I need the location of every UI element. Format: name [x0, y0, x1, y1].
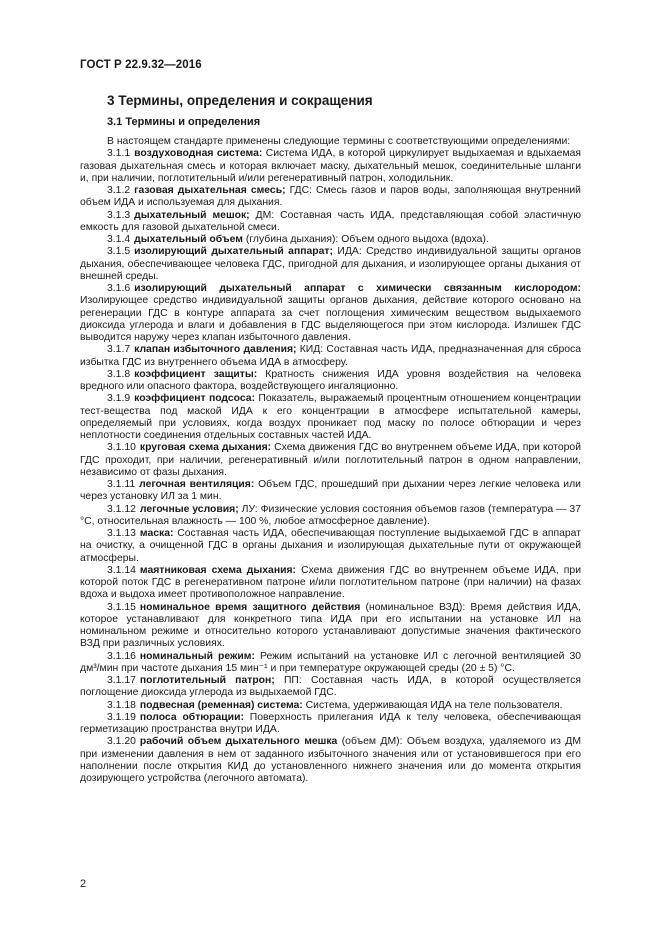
term-entry — [80, 712, 581, 737]
term-entry — [80, 369, 581, 394]
section-heading: 3 Термины, определения и сокращения — [107, 93, 373, 108]
subsection-heading: 3.1 Термины и определения — [107, 116, 261, 128]
term-definition: ПП: Составная часть ИДА, в которой осуществляется поглощение диоксида углерода из выдыхаемой ГДС. — [80, 675, 581, 699]
term-name: подвесная (ременная) система: — [139, 699, 303, 711]
term-entry — [80, 283, 581, 344]
term-number: 3.1.15 — [107, 601, 136, 613]
term-definition: (объем ДМ): Объем воздуха, удаляемого из ДМ при изменении давления в нем от заданного избыточного значения или от установившегося при его наполнении после открытия КИД до установленного нижнего значения или до момента открытия дозирующего устройства (легочного автомата). — [80, 736, 581, 784]
term-entry — [80, 246, 581, 283]
intro-paragraph: В настоящем стандарте применены следующие термины с соответствующими определениями: — [107, 136, 571, 147]
term-entry — [80, 393, 581, 442]
term-number: 3.1.18 — [107, 699, 136, 711]
terms-body — [80, 136, 581, 785]
term-definition: ЛУ: Физические условия состояния объемов газов (температура — 37 °С, относительная влажность — 100 %, любое атмосферное давление). — [80, 503, 581, 527]
term-number: 3.1.4 — [107, 234, 131, 245]
term-definition: Схема движения ГДС во внутреннем объеме ИДА, при которой поток ГДС в регенеративном патроне и/или поглотительном патроне (при наличии) на фазах вдоха и выдоха имеет противоположное направление. — [80, 564, 582, 601]
term-name: маска: — [139, 528, 174, 539]
term-name: номинальный режим: — [139, 650, 255, 662]
term-definition: Кратность снижения ИДА уровня воздействия на человека вредного или опасного фактора, воздействующего ингаляционно. — [80, 368, 581, 392]
term-number: 3.1.17 — [107, 675, 136, 686]
term-entry — [80, 479, 581, 504]
term-definition: КИД: Составная часть ИДА, предназначенная для сброса избытка ГДС из внутреннего объема ИДА в атмосферу. — [80, 344, 581, 368]
term-name: номинальное время защитного действия — [139, 601, 361, 613]
term-name: дыхательный объем — [134, 234, 243, 245]
term-definition: Схема движения ГДС во внутреннем объеме ИДА, при которой ГДС проходит, при наличии, регенеративный и/или поглотительный патрон в одном направлении, независимо от фазы дыхания. — [80, 442, 582, 478]
term-definition: Составная часть ИДА, обеспечивающая поступление выдыхаемой ГДС в аппарат на очистку, а очищенной ГДС в органы дыхания и изолирующая дыхательные пути от окружающей атмосферы. — [80, 528, 581, 564]
term-definition: ДМ: Составная часть ИДА, представляющая собой эластичную емкость для газовой дыхательной смеси. — [80, 209, 581, 233]
term-number: 3.1.2 — [107, 185, 131, 196]
term-definition: ИДА: Средство индивидуальной защиты органов дыхания, обеспечивающее человека ГДС, пригодной для дыхания, и изолирующее органы дыхания от внешней среды. — [80, 246, 581, 282]
term-number: 3.1.16 — [107, 650, 136, 662]
term-name: круговая схема дыхания: — [139, 442, 272, 454]
term-name: изолирующий дыхательный аппарат; — [134, 246, 333, 258]
term-entry — [80, 234, 581, 246]
term-entry — [80, 675, 581, 700]
document-header: ГОСТ Р 22.9.32—2016 — [80, 59, 202, 71]
term-definition: (глубина дыхания): Объем одного выдоха (вдоха). — [242, 234, 489, 245]
term-entry — [80, 185, 581, 210]
term-definition: ГДС: Смесь газов и паров воды, заполняющая внутренний объем ИДА и используемая для дыхания. — [80, 185, 581, 209]
term-entry — [80, 504, 581, 529]
term-number: 3.1.7 — [107, 344, 131, 356]
term-entry — [80, 344, 581, 369]
term-number: 3.1.14 — [107, 564, 136, 576]
term-definition: (номинальное ВЗД): Время действия ИДА, которое устанавливают для конкретного типа ИДА при его испытании на установке ИЛ на номинальном режиме и относительно которого устанавливают допустимые значения фактического ВЗД при различных условиях. — [80, 601, 581, 650]
term-number: 3.1.5 — [107, 246, 131, 258]
term-number: 3.1.13 — [107, 528, 136, 539]
term-name: полоса обтюрации: — [139, 711, 244, 723]
term-entry — [80, 528, 581, 565]
term-number: 3.1.20 — [107, 736, 136, 748]
term-entry — [80, 602, 581, 651]
term-name: коэффициент подсоса: — [134, 393, 256, 405]
term-definition: Объем ГДС, прошедший при дыхании через легкие человека или через установку ИЛ за 1 мин. — [80, 479, 581, 503]
term-number: 3.1.3 — [107, 209, 131, 221]
term-definition: Поверхность прилегания ИДА к телу человека, обеспечивающая герметизацию пространства внутри ИДА. — [80, 711, 581, 735]
term-name: рабочий объем дыхательного мешка — [139, 736, 338, 748]
term-definition: Система ИДА, в которой циркулирует выдыхаемая и вдыхаемая газовая дыхательная смесь и которая включает маску, дыхательный мешок, соединительные шланги и, при наличии, поглотительный и/или регенеративный патрон, холодильник. — [80, 148, 581, 184]
term-number: 3.1.12 — [107, 503, 136, 515]
term-definition: Режим испытаний на установке ИЛ с легочной вентиляцией 30 дм³/мин при частоте дыхания 15 мин⁻¹ и при температуре окружающей среды (20 ± 5) °С. — [80, 650, 581, 674]
term-number: 3.1.19 — [107, 711, 136, 723]
term-definition: Изолирующее средство индивидуальной защиты органов дыхания, действие которого основано на регенерации ГДС в контуре аппарата за счет поглощения химическим веществом выдыхаемого диоксида углерода и влаги и добавления в ГДС выделяющегося при этом кислорода. Излишек ГДС выводится наружу через клапан избыточного давления. — [80, 295, 581, 343]
term-definition: Показатель, выражаемый процентным отношением концентрации тест-вещества под маской ИДА к его концентрации в атмосфере испытательной камеры, определяемый при условиях, когда воздух проникает под маску по полосе обтюрации и через неплотности соединения отдельных составных частей ИДА. — [80, 393, 581, 441]
term-name: газовая дыхательная смесь; — [134, 185, 286, 196]
term-name: коэффициент защиты: — [134, 368, 258, 380]
term-number: 3.1.6 — [107, 283, 131, 294]
term-entry — [80, 700, 581, 712]
term-name: изолирующий дыхательный аппарат с химически связанным кислородом: — [134, 283, 581, 294]
term-number: 3.1.8 — [107, 368, 131, 380]
term-definition: Система, удерживающая ИДА на теле пользователя. — [302, 699, 563, 711]
term-number: 3.1.9 — [107, 393, 131, 405]
term-entry — [80, 651, 581, 676]
term-entry — [80, 565, 581, 602]
term-entry — [80, 736, 581, 785]
term-name: легочные условия; — [139, 503, 239, 515]
term-name: дыхательный мешок; — [134, 209, 250, 221]
term-entry — [80, 442, 581, 479]
term-entry — [80, 148, 581, 185]
term-number: 3.1.11 — [107, 479, 136, 490]
term-name: легочная вентиляция: — [139, 479, 255, 490]
term-entry — [80, 210, 581, 235]
term-number: 3.1.1 — [107, 148, 131, 160]
term-number: 3.1.10 — [107, 442, 136, 454]
term-name: маятниковая схема дыхания: — [139, 564, 297, 576]
term-name: клапан избыточного давления; — [134, 344, 297, 356]
term-name: воздуховодная система: — [134, 148, 263, 160]
page-number: 2 — [80, 878, 87, 890]
term-name: поглотительный патрон; — [139, 675, 275, 686]
